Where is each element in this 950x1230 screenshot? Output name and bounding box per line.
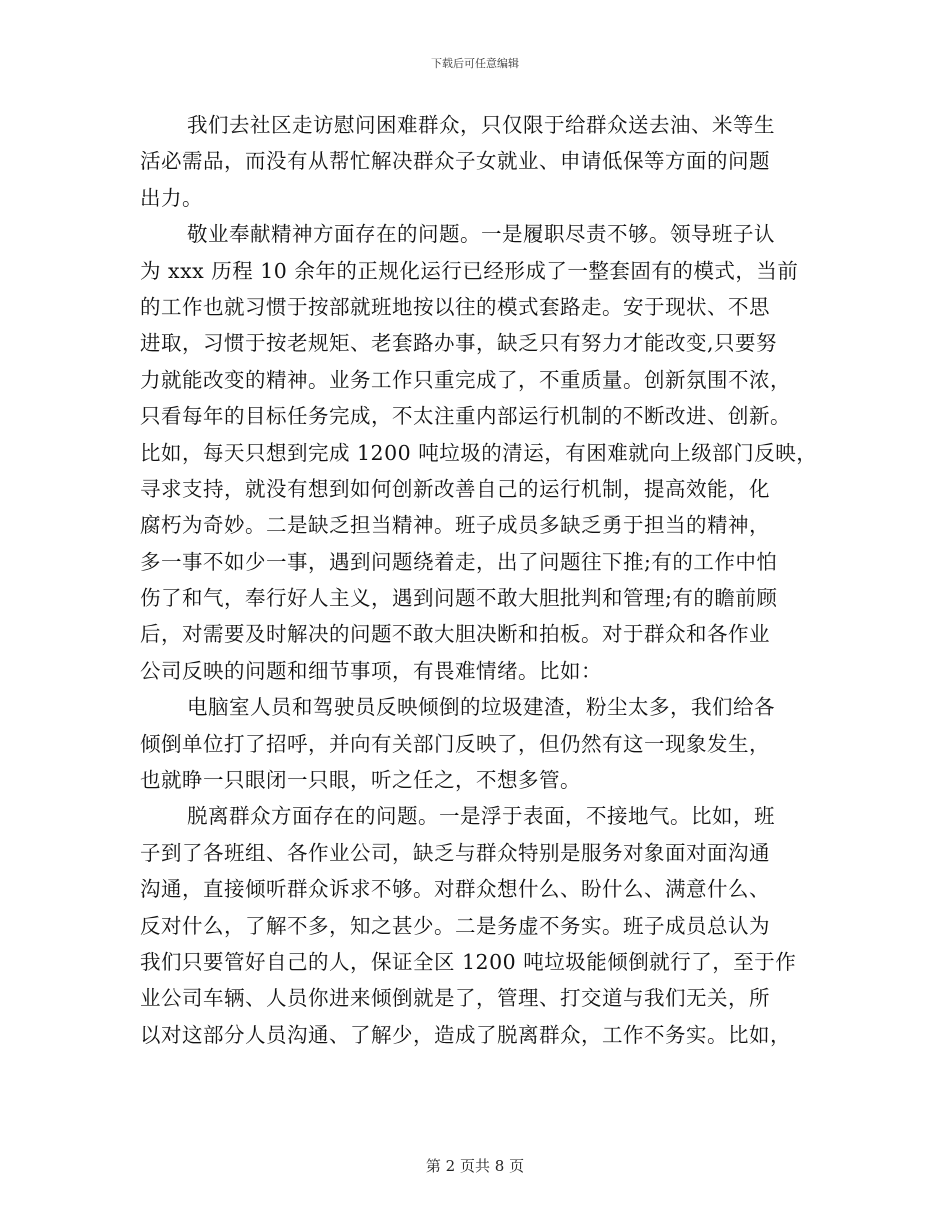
text-line: 反对什么，了解不多，知之甚少。二是务虚不务实。班子成员总认为 [140, 913, 770, 938]
text-line: 后，对需要及时解决的问题不敢大胆决断和拍板。对于群众和各作业 [140, 622, 770, 647]
text-line: 为 xxx 历程 10 余年的正规化运行已经形成了一整套固有的模式，当前 [140, 258, 799, 283]
text-line: 敬业奉献精神方面存在的问题。一是履职尽责不够。领导班子认 [187, 222, 775, 247]
text-line: 我们去社区走访慰问困难群众，只仅限于给群众送去油、米等生 [187, 113, 775, 137]
text-line: 电脑室人员和驾驶员反映倾倒的垃圾建渣，粉尘太多，我们给各 [187, 695, 775, 720]
text-line: 倾倒单位打了招呼，并向有关部门反映了，但仍然有这一现象发生， [140, 731, 770, 756]
text-line: 脱离群众方面存在的问题。一是浮于表面，不接地气。比如，班 [187, 804, 775, 829]
text-line: 只看每年的目标任务完成，不太注重内部运行机制的不断改进、创新。 [140, 404, 791, 429]
text-line: 也就睁一只眼闭一只眼，听之任之，不想多管。 [140, 768, 581, 793]
text-line: 业公司车辆、人员你进来倾倒就是了，管理、打交道与我们无关，所 [140, 986, 770, 1011]
text-line: 我们只要管好自己的人，保证全区 1200 吨垃圾能倾倒就行了，至于作 [140, 949, 797, 974]
text-line: 多一事不如少一事，遇到问题绕着走，出了问题往下推;有的工作中怕 [140, 549, 778, 574]
text-line: 寻求支持，就没有想到如何创新改善自己的运行机制，提高效能，化 [140, 476, 770, 501]
text-line: 沟通，直接倾听群众诉求不够。对群众想什么、盼什么、满意什么、 [140, 877, 770, 902]
text-line: 子到了各班组、各作业公司，缺乏与群众特别是服务对象面对面沟通 [140, 840, 770, 865]
text-line: 公司反映的问题和细节事项，有畏难情绪。比如： [140, 658, 602, 683]
page-header-note: 下载后可任意编辑 [431, 57, 519, 70]
text-line: 腐朽为奇妙。二是缺乏担当精神。班子成员多缺乏勇于担当的精神， [140, 513, 770, 538]
text-line: 出力。 [140, 185, 203, 210]
page-number-footer: 第 2 页共 8 页 [425, 1157, 525, 1175]
text-line: 比如，每天只想到完成 1200 吨垃圾的清运，有困难就向上级部门反映， [140, 440, 818, 465]
document-body [140, 107, 820, 1053]
text-line: 的工作也就习惯于按部就班地按以往的模式套路走。安于现状、不思 [140, 294, 770, 319]
text-line: 以对这部分人员沟通、了解少，造成了脱离群众，工作不务实。比如， [140, 1022, 791, 1047]
text-line: 伤了和气，奉行好人主义，遇到问题不敢大胆批判和管理;有的瞻前顾 [140, 586, 778, 611]
text-line: 进取，习惯于按老规矩、老套路办事，缺乏只有努力才能改变,只要努 [140, 331, 778, 356]
text-line: 活必需品，而没有从帮忙解决群众子女就业、申请低保等方面的问题 [140, 149, 770, 174]
text-line: 力就能改变的精神。业务工作只重完成了，不重质量。创新氛围不浓， [140, 367, 791, 392]
